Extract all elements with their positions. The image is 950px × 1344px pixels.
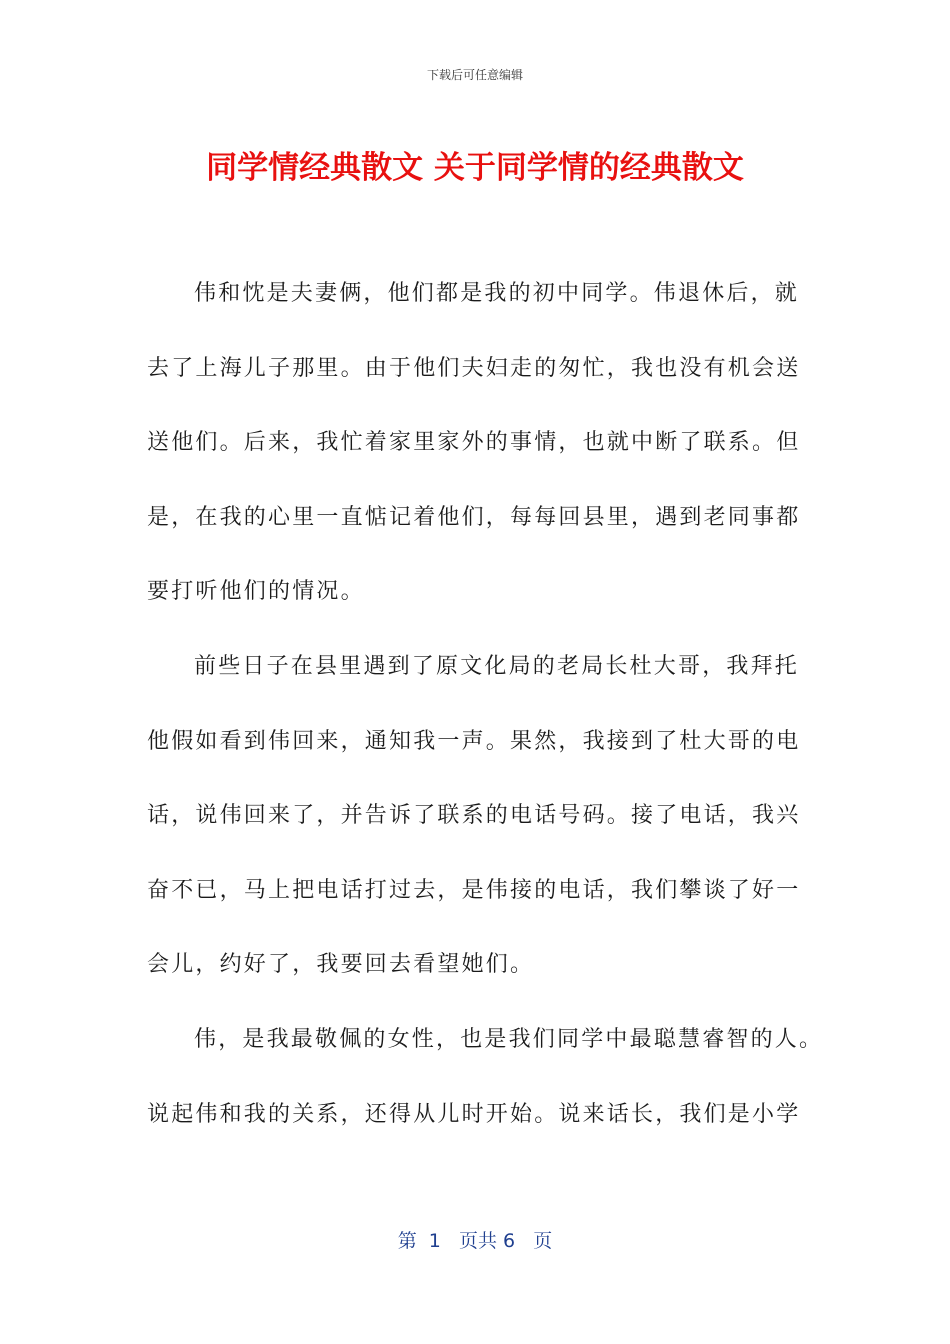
- document-body: [147, 274, 824, 1169]
- header-note: 下载后可任意编辑: [426, 68, 523, 82]
- paragraph-line: 他假如看到伟回来，通知我一声。果然，我接到了杜大哥的电: [147, 728, 801, 754]
- paragraph-line: 是，在我的心里一直惦记着他们，每每回县里，遇到老同事都: [147, 504, 801, 530]
- paragraph-line: 奋不已，马上把电话打过去，是伟接的电话，我们攀谈了好一: [147, 877, 801, 903]
- paragraph-line: 要打听他们的情况。: [147, 579, 365, 605]
- paragraph-line: 去了上海儿子那里。由于他们夫妇走的匆忙，我也没有机会送: [147, 355, 801, 381]
- paragraph-line: 伟和忱是夫妻俩，他们都是我的初中同学。伟退休后，就: [194, 281, 800, 306]
- paragraph-line: 送他们。后来，我忙着家里家外的事情，也就中断了联系。但: [147, 430, 801, 456]
- paragraph-line: 说起伟和我的关系，还得从儿时开始。说来话长，我们是小学: [147, 1101, 801, 1127]
- document-title: 同学情经典散文 关于同学情的经典散文: [206, 150, 744, 186]
- paragraph-line: 伟，是我最敬佩的女性，也是我们同学中最聪慧睿智的人。: [194, 1026, 824, 1052]
- page-number-footer: 第 1 页共 6 页: [397, 1230, 553, 1252]
- paragraph-line: 前些日子在县里遇到了原文化局的老局长杜大哥，我拜托: [194, 653, 800, 679]
- paragraph-line: 会儿，约好了，我要回去看望她们。: [147, 952, 535, 978]
- paragraph-line: 话，说伟回来了，并告诉了联系的电话号码。接了电话，我兴: [147, 803, 801, 829]
